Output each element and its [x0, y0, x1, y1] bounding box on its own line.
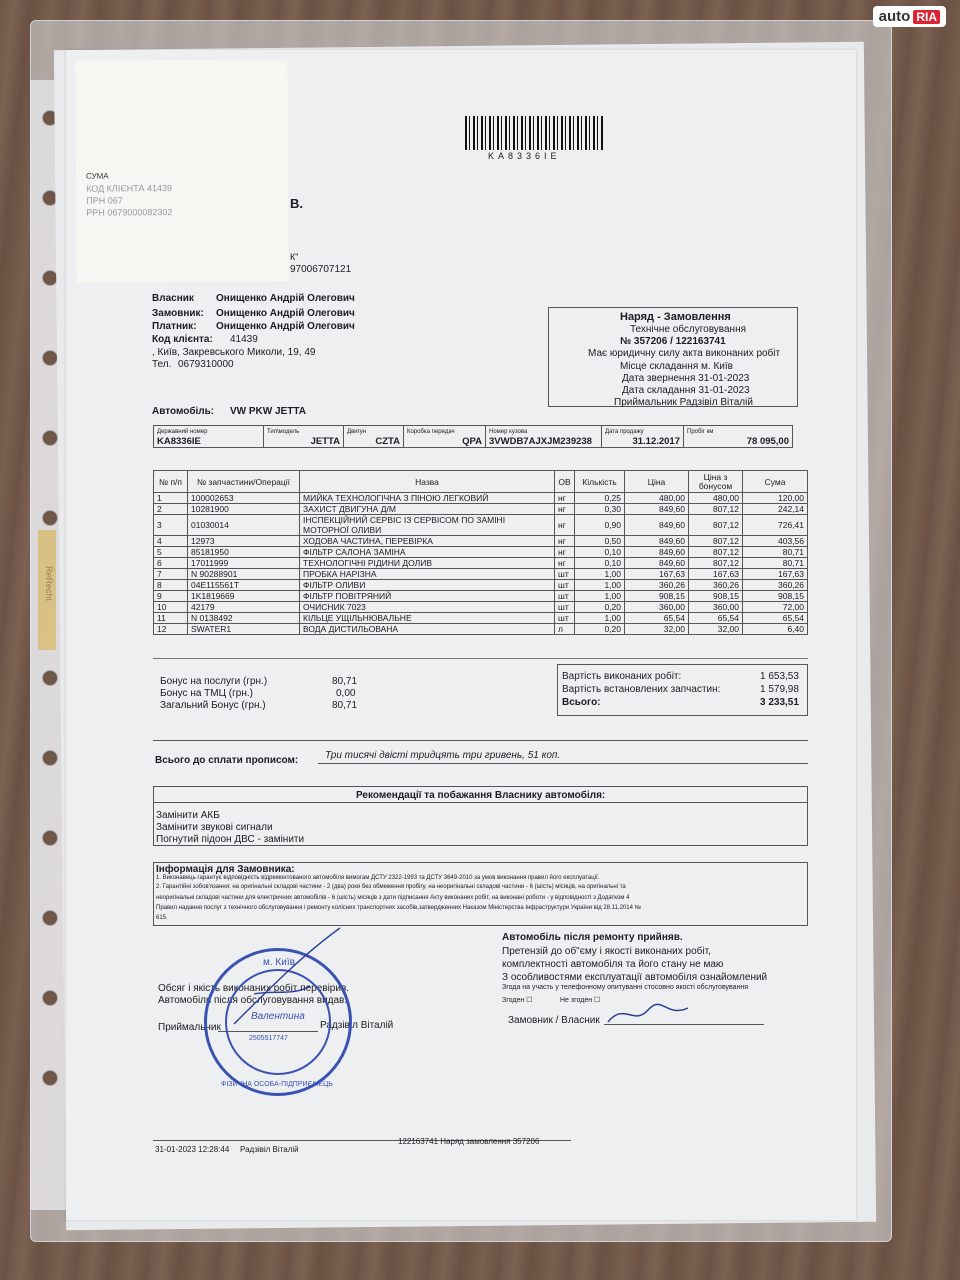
side-tag-text: ReRecht — [44, 566, 54, 602]
info-line: 2. Гарантійні зобов'язання: на оригінальні складові частини - 2 (два) роки без обмеження пробігу, на неоригінальні складові частини - 6 (шість) місяців, на оригінальні та — [156, 884, 626, 890]
table-cell: шт — [555, 569, 575, 580]
side-tag — [38, 530, 56, 650]
table-cell: 17011999 — [188, 558, 300, 569]
table-row — [154, 493, 808, 504]
receipt-line: РРН 0679000082302 — [86, 207, 173, 218]
order-subtitle: Технічне обслуговування — [630, 324, 747, 335]
disagree-checkbox[interactable]: Не згоден ☐ — [560, 997, 601, 1004]
table-cell: 849,60 — [625, 558, 689, 569]
table-cell: 1,00 — [575, 580, 625, 591]
table-cell: 12 — [154, 624, 188, 635]
table-cell: ФІЛЬТР САЛОНА ЗАМІНА — [300, 547, 555, 558]
payer-label: Платник: — [152, 321, 197, 332]
recommendations-title: Рекомендації та побажання Власнику автомобіля: — [356, 790, 606, 801]
table-cell: 4 — [154, 536, 188, 547]
divider — [153, 802, 808, 803]
table-cell: КІЛЬЦЕ УЩІЛЬНЮВАЛЬНЕ — [300, 613, 555, 624]
table-cell: 167,63 — [743, 569, 808, 580]
bonus-services-label: Бонус на послуги (грн.) — [160, 676, 268, 687]
totals-total-value: 3 233,51 — [760, 697, 799, 708]
table-cell: 360,26 — [743, 580, 808, 591]
table-cell: 65,54 — [743, 613, 808, 624]
table-cell: 01030014 — [188, 515, 300, 536]
car-field-plate: Державний номер KA8336IE — [154, 426, 264, 448]
barcode — [465, 116, 605, 150]
table-cell: 0,10 — [575, 547, 625, 558]
table-cell: 242,14 — [743, 504, 808, 515]
order-date-request: Дата звернення 31-01-2023 — [622, 373, 750, 384]
table-cell: 100002653 — [188, 493, 300, 504]
car-field-engine: Двигун CZTA — [344, 426, 404, 448]
table-cell: нг — [555, 515, 575, 536]
order-date-made: Дата складання 31-01-2023 — [622, 385, 750, 396]
table-cell: ВОДА ДИСТИЛЬОВАНА — [300, 624, 555, 635]
autoria-logo[interactable]: auto RIA — [873, 6, 946, 27]
table-cell: 80,71 — [743, 547, 808, 558]
accepted-title: Автомобіль після ремонту прийняв. — [502, 932, 683, 943]
table-cell: 0,50 — [575, 536, 625, 547]
table-cell: 1K1819669 — [188, 591, 300, 602]
stamp-text-bottom: ФІЗИЧНА ОСОБА-ПІДПРИЄМЕЦЬ — [221, 1081, 333, 1088]
table-cell: 6 — [154, 558, 188, 569]
customer-signature — [604, 1000, 694, 1028]
signer-label: Замовник / Власник — [508, 1015, 600, 1026]
order-place: Місце складання м. Київ — [620, 361, 733, 372]
table-cell: 403,56 — [743, 536, 808, 547]
table-cell: 0,20 — [575, 602, 625, 613]
pos-receipt — [75, 59, 289, 282]
footer-user: Радзівіл Віталій — [240, 1145, 299, 1154]
info-line: Правил надання послуг з технічного обслуговування і ремонту колісних транспортних засобів,затвердженних Наказом Міністерства Інфраструктури України від 28.11.2014 № — [156, 905, 642, 911]
table-cell: 807,12 — [689, 504, 743, 515]
table-cell: МИЙКА ТЕХНОЛОГІЧНА З ПІНОЮ ЛЕГКОВИЙ — [300, 493, 555, 504]
accepted-line: комплектності автомобіля та його стану не маю — [502, 959, 724, 970]
table-cell: ФІЛЬТР ПОВІТРЯНИЙ — [300, 591, 555, 602]
bonus-total-value: 80,71 — [332, 700, 358, 711]
accepted-line: З особливостями експлуатації автомобіля ознайомлений — [502, 972, 768, 983]
receipt-line: ПРН 067 — [86, 195, 123, 206]
table-row — [154, 569, 808, 580]
car-field-gearbox: Коробка передач QPA — [404, 426, 486, 448]
table-cell: 3 — [154, 515, 188, 536]
stamp-text-mid: Валентина — [251, 1011, 305, 1022]
table-cell: 10281900 — [188, 504, 300, 515]
table-row — [154, 591, 808, 602]
totals-parts-label: Вартість встановлених запчастин: — [562, 684, 721, 695]
table-cell: шт — [555, 591, 575, 602]
table-cell: 11 — [154, 613, 188, 624]
bonus-services-value: 80,71 — [332, 676, 358, 687]
divider — [153, 740, 808, 741]
table-cell: нг — [555, 504, 575, 515]
table-cell: 360,26 — [625, 580, 689, 591]
table-cell: 0,90 — [575, 515, 625, 536]
car-table — [153, 425, 793, 448]
table-cell: ПРОБКА НАРІЗНА — [300, 569, 555, 580]
car-field-vin: Номер кузова 3VWDB7AJXJM239238 — [486, 426, 602, 448]
info-title: Інформація для Замовника: — [156, 864, 295, 875]
consent-text: Згода на участь у телефонному опитуванні стосовно якості обслуговування — [502, 984, 749, 991]
table-cell: 32,00 — [689, 624, 743, 635]
table-cell: ТЕХНОЛОГІЧНІ РІДИНИ ДОЛИВ — [300, 558, 555, 569]
col-header: ОВ — [555, 471, 575, 493]
info-line: 615. — [156, 915, 168, 921]
table-row — [154, 536, 808, 547]
order-legal: Має юридичну силу акта виконаних робіт — [588, 348, 781, 359]
table-cell: 7 — [154, 569, 188, 580]
table-cell: шт — [555, 613, 575, 624]
barcode-text: KA8336IE — [488, 151, 561, 161]
words-value: Три тисячі двісті тридцять три гривень, 51 коп. — [325, 750, 561, 761]
table-cell: 32,00 — [625, 624, 689, 635]
client-address: , Київ, Закревського Миколи, 19, 49 — [152, 347, 316, 358]
table-cell: 807,12 — [689, 515, 743, 536]
table-cell: 5 — [154, 547, 188, 558]
totals-total-label: Всього: — [562, 697, 601, 708]
table-cell: 908,15 — [625, 591, 689, 602]
receiver-name: Радзівіл Віталій — [320, 1020, 394, 1031]
client-code-label: Код клієнта: — [152, 334, 213, 345]
table-cell: 1 — [154, 493, 188, 504]
table-cell: 120,00 — [743, 493, 808, 504]
car-label: Автомобіль: — [152, 406, 215, 417]
recommendation-item: Замінити звукові сигнали — [156, 822, 273, 833]
receipt-line: СУМА — [86, 171, 109, 181]
table-cell: нг — [555, 493, 575, 504]
table-cell: 65,54 — [625, 613, 689, 624]
table-cell: ОЧИСНИК 7023 — [300, 602, 555, 613]
recommendation-item: Погнутий підоон ДВС - замінити — [156, 834, 305, 845]
accepted-line: Претензій до об"єму і якості виконаних робіт, — [502, 946, 711, 957]
table-cell: 85181950 — [188, 547, 300, 558]
table-cell: 9 — [154, 591, 188, 602]
table-row — [154, 602, 808, 613]
table-row — [154, 547, 808, 558]
table-cell: 849,60 — [625, 536, 689, 547]
table-cell: 167,63 — [689, 569, 743, 580]
table-cell: 1,00 — [575, 591, 625, 602]
table-cell: 908,15 — [743, 591, 808, 602]
car-field-sale-date: Дата продажу 31.12.2017 — [602, 426, 684, 448]
car-field-mileage: Пробіг км 78 095,00 — [684, 426, 793, 448]
table-cell: 1,00 — [575, 613, 625, 624]
info-line: 1. Виконавець гарантує відповідність відремонтованого автомобіля вимогам ДСТУ 2322-1993 та ДСТУ 3649-2010 за умов виконання правил його експлуатації. — [156, 875, 600, 881]
table-cell: N 90288901 — [188, 569, 300, 580]
table-cell: 0,10 — [575, 558, 625, 569]
order-receiver: Приймальник Радзівіл Віталій — [614, 397, 753, 408]
car-model: VW PKW JETTA — [230, 406, 306, 417]
items-header-row — [154, 471, 808, 493]
bonus-total-label: Загальний Бонус (грн.) — [160, 700, 266, 711]
table-cell: нг — [555, 558, 575, 569]
table-cell: SWATER1 — [188, 624, 300, 635]
col-header: Сума — [743, 471, 808, 493]
table-cell: 65,54 — [689, 613, 743, 624]
table-cell: 04E115561T — [188, 580, 300, 591]
totals-works-label: Вартість виконаних робіт: — [562, 671, 682, 682]
table-row — [154, 580, 808, 591]
header-partial-code: 97006707121 — [290, 264, 352, 275]
receiver-signature — [214, 924, 354, 1034]
recommendation-item: Замінити АКБ — [156, 810, 220, 821]
order-number: № 357206 / 122163741 — [620, 336, 726, 347]
client-phone: 0679310000 — [178, 359, 234, 370]
table-cell: 849,60 — [625, 547, 689, 558]
table-cell: 480,00 — [689, 493, 743, 504]
table-cell: ІНСПЕКЦІЙНИЙ СЕРВІС ІЗ СЕРВІСОМ ПО ЗАМІНІ МОТОРНОЇ ОЛИВИ — [300, 515, 555, 536]
checked-line1: Обсяг і якість виконаних робіт перевірив. — [158, 983, 350, 994]
table-cell: нг — [555, 536, 575, 547]
table-cell: 908,15 — [689, 591, 743, 602]
owner-name: Онищенко Андрій Олегович — [216, 293, 355, 304]
header-partial-letter: В. — [290, 196, 303, 211]
customer-label: Замовник: — [152, 308, 204, 319]
table-cell: 360,00 — [625, 602, 689, 613]
bonus-goods-value: 0,00 — [336, 688, 356, 699]
table-cell: 8 — [154, 580, 188, 591]
col-header: № запчастини/Операції — [188, 471, 300, 493]
stamp-code: 2505517747 — [249, 1035, 288, 1042]
words-label: Всього до сплати прописом: — [155, 755, 299, 766]
table-cell: ФІЛЬТР ОЛИВИ — [300, 580, 555, 591]
col-header: Ціна з бонусом — [689, 471, 743, 493]
table-cell: 480,00 — [625, 493, 689, 504]
items-table — [153, 470, 808, 635]
table-cell: 1,00 — [575, 569, 625, 580]
table-cell: N 0138492 — [188, 613, 300, 624]
table-cell: 2 — [154, 504, 188, 515]
table-cell: 0,20 — [575, 624, 625, 635]
col-header: Назва — [300, 471, 555, 493]
totals-works-value: 1 653,53 — [760, 671, 799, 682]
table-row — [154, 504, 808, 515]
table-cell: 807,12 — [689, 536, 743, 547]
stamp-text-top: м. Київ — [263, 957, 295, 968]
owner-label: Власник — [152, 293, 194, 304]
customer-name: Онищенко Андрій Олегович — [216, 308, 355, 319]
table-row — [154, 624, 808, 635]
table-cell: 849,60 — [625, 504, 689, 515]
table-cell: 726,41 — [743, 515, 808, 536]
checked-line2: Автомобіль після обслуговування видав. — [158, 995, 348, 1006]
table-row — [154, 515, 808, 536]
table-cell: ХОДОВА ЧАСТИНА, ПЕРЕВІРКА — [300, 536, 555, 547]
table-cell: 42179 — [188, 602, 300, 613]
table-cell: 6,40 — [743, 624, 808, 635]
table-cell: 12973 — [188, 536, 300, 547]
info-line: неоригінальні складові частини для електричних автомобілів - 6 (шість) місяців з дати підписання Акту виконаних робіт, на виконані роботи - у відповідності з Додатком 4 — [156, 895, 630, 901]
receipt-line: КОД КЛІЄНТА 41439 — [86, 183, 173, 194]
words-underline — [318, 763, 808, 764]
col-header: Ціна — [625, 471, 689, 493]
bonus-goods-label: Бонус на ТМЦ (грн.) — [160, 688, 253, 699]
table-cell: 360,00 — [689, 602, 743, 613]
table-cell: 167,63 — [625, 569, 689, 580]
agree-checkbox[interactable]: Згоден ☐ — [502, 997, 533, 1004]
table-cell: 10 — [154, 602, 188, 613]
table-cell: 0,30 — [575, 504, 625, 515]
order-title: Наряд - Замовлення — [620, 311, 731, 323]
payer-name: Онищенко Андрій Олегович — [216, 321, 355, 332]
table-cell: ЗАХИСТ ДВИГУНА Д/М — [300, 504, 555, 515]
table-cell: 807,12 — [689, 558, 743, 569]
client-phone-label: Тел. — [152, 359, 172, 370]
table-cell: шт — [555, 580, 575, 591]
table-cell: нг — [555, 547, 575, 558]
col-header: Кількість — [575, 471, 625, 493]
table-cell: 849,60 — [625, 515, 689, 536]
footer-order: 122163741 Наряд замовлення 357206 — [398, 1137, 540, 1146]
col-header: № п/п — [154, 471, 188, 493]
table-cell: 80,71 — [743, 558, 808, 569]
client-code: 41439 — [230, 334, 258, 345]
table-cell: 72,00 — [743, 602, 808, 613]
table-row — [154, 613, 808, 624]
table-cell: 0,25 — [575, 493, 625, 504]
footer-datetime: 31-01-2023 12:28:44 — [155, 1145, 230, 1154]
table-cell: 807,12 — [689, 547, 743, 558]
table-cell: л — [555, 624, 575, 635]
table-cell: шт — [555, 602, 575, 613]
totals-parts-value: 1 579,98 — [760, 684, 799, 695]
table-row — [154, 558, 808, 569]
header-partial-phone: К" — [290, 252, 299, 262]
receiver-label: Приймальник — [158, 1022, 221, 1033]
table-cell: 360,26 — [689, 580, 743, 591]
car-field-model: Тип\модель JETTA — [264, 426, 344, 448]
